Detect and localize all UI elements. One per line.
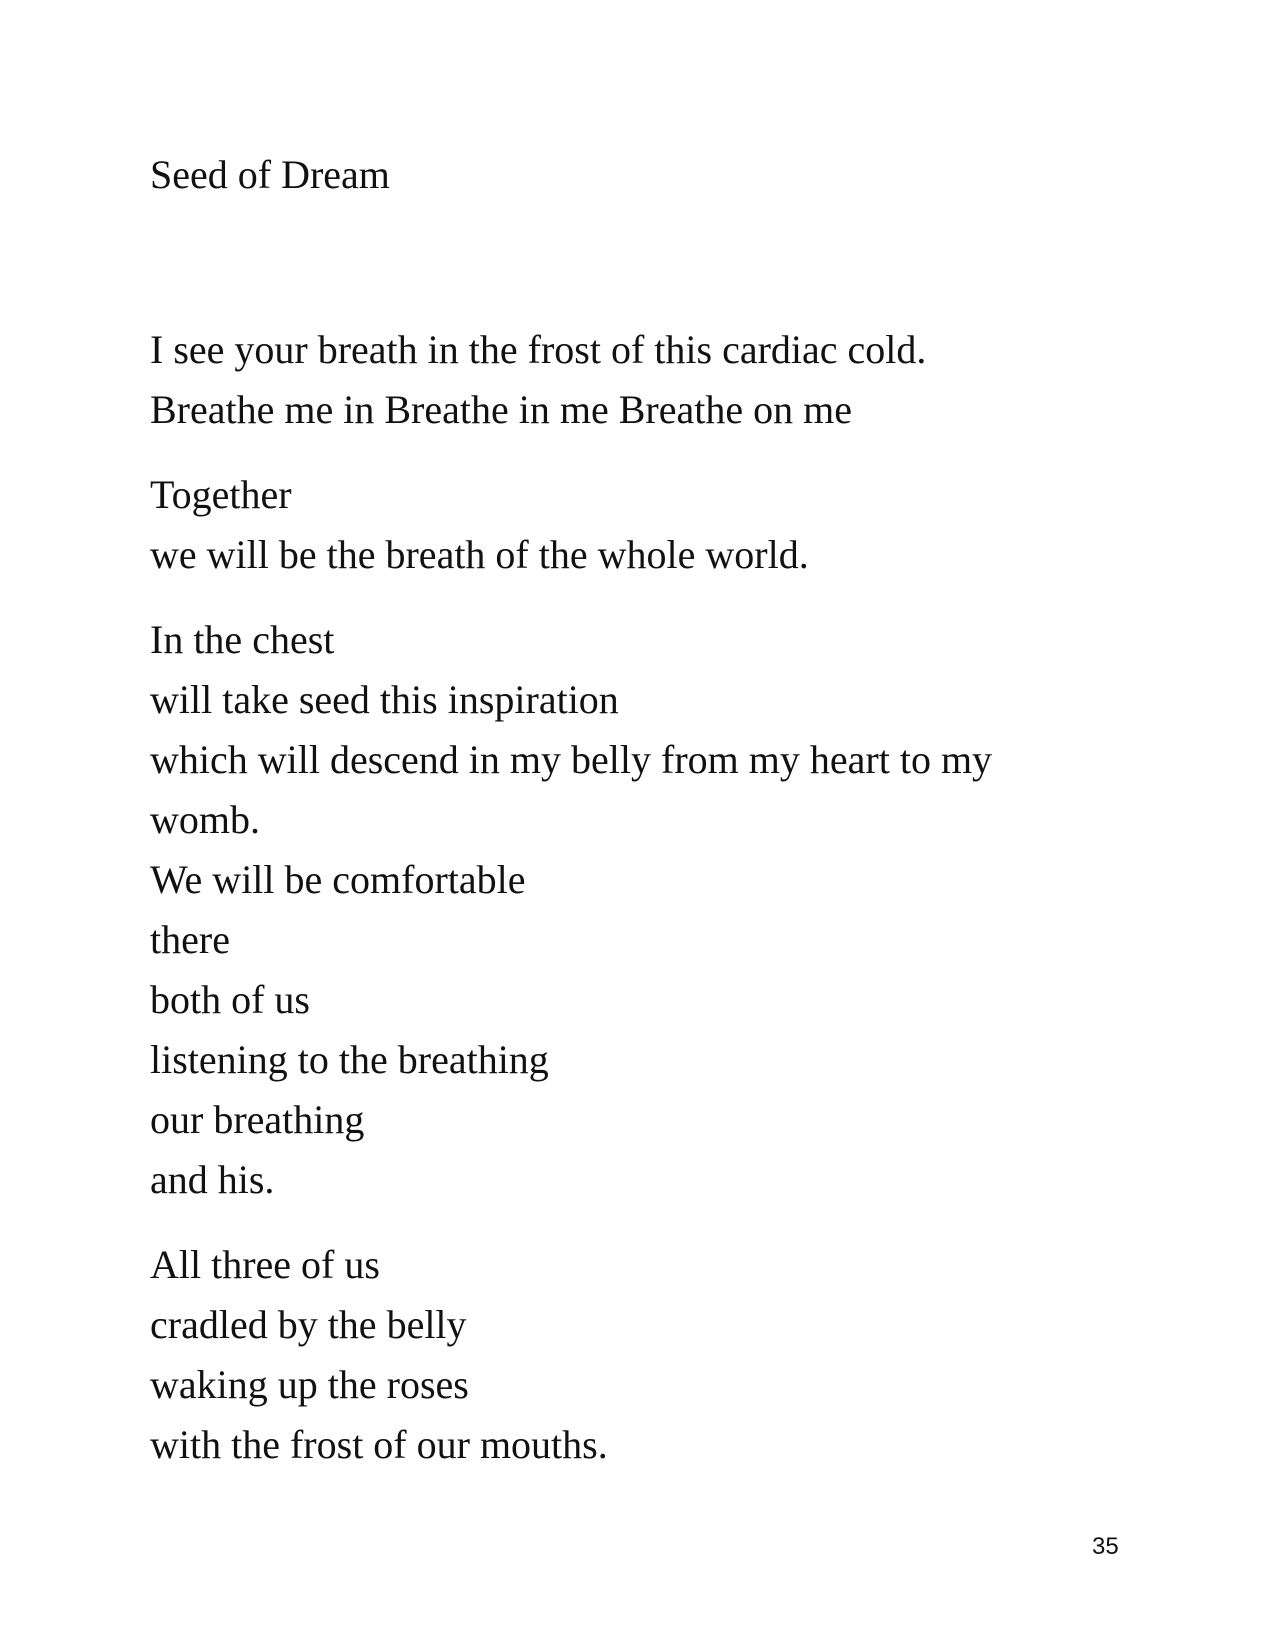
poem-line: and his. <box>150 1157 275 1202</box>
poem-line: listening to the breathing <box>150 1037 549 1082</box>
stanza <box>150 1235 1150 1475</box>
poem-line: womb. <box>150 797 260 842</box>
stanza <box>150 610 1150 1210</box>
poem-line: we will be the breath of the whole world. <box>150 532 809 577</box>
poem-line: there <box>150 917 230 962</box>
poem-line: waking up the roses <box>150 1362 469 1407</box>
poem-line: Breathe me in Breathe in me Breathe on me <box>150 387 852 432</box>
poem-line: We will be comfortable <box>150 857 526 902</box>
poem-line: cradled by the belly <box>150 1302 467 1347</box>
poem-line: which will descend in my belly from my heart to my <box>150 737 993 782</box>
poem-line: Together <box>150 472 292 517</box>
poem-line: our breathing <box>150 1097 365 1142</box>
poem-line: will take seed this inspiration <box>150 677 619 722</box>
stanza <box>150 465 1150 585</box>
poem-line: I see your breath in the frost of this cardiac cold. <box>150 327 927 372</box>
poem-line: both of us <box>150 977 310 1022</box>
page-number: 35 <box>1092 1533 1119 1560</box>
poem-body <box>150 320 1150 1500</box>
poem-line: with the frost of our mouths. <box>150 1422 608 1467</box>
poem-line: In the chest <box>150 617 335 662</box>
poem-title: Seed of Dream <box>150 152 390 197</box>
stanza <box>150 320 1150 440</box>
poem-line: All three of us <box>150 1242 380 1287</box>
